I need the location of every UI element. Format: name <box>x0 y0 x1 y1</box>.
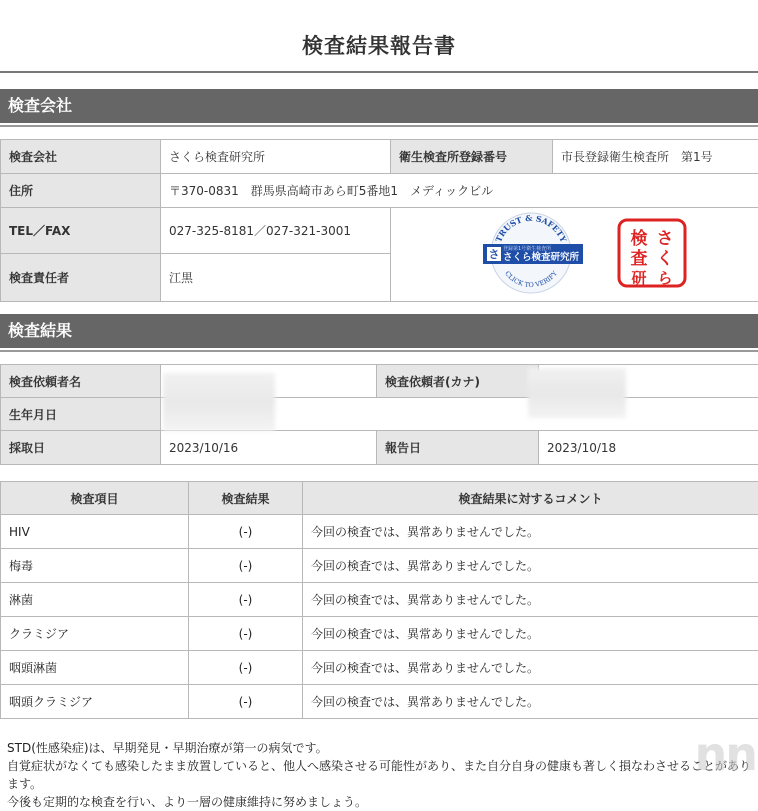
report-date-label: 報告日 <box>377 431 539 465</box>
test-result: (-) <box>189 617 303 651</box>
redacted-kana <box>528 368 626 418</box>
section-underline <box>0 125 758 127</box>
svg-text:CLICK TO VERIFY: CLICK TO VERIFY <box>503 269 559 289</box>
column-header-result: 検査結果 <box>189 482 303 515</box>
requester-kana-label: 検査依頼者(カナ) <box>377 365 539 398</box>
column-header-item: 検査項目 <box>1 482 189 515</box>
site-watermark: nn <box>695 727 757 781</box>
manager-value: 江黒 <box>161 253 391 301</box>
requester-name-value <box>161 365 377 398</box>
table-row <box>1 685 758 719</box>
svg-text:く: く <box>657 249 674 269</box>
requester-name-label: 検査依頼者名 <box>1 365 161 398</box>
table-row <box>1 617 758 651</box>
test-results-table <box>0 481 758 719</box>
svg-text:ら: ら <box>657 269 672 287</box>
tel-fax-value: 027-325-8181／027-321-3001 <box>161 208 391 254</box>
svg-text:研: 研 <box>631 269 646 287</box>
page-title: 検査結果報告書 <box>0 30 758 60</box>
footer-line: 自覚症状がなくても感染したまま放置していると、他人へ感染させる可能性があり、また自分自身の健康も著しく損なわさせることがあります。 <box>7 757 757 793</box>
test-result: (-) <box>189 685 303 719</box>
requester-kana-value <box>539 365 758 398</box>
section-title: 検査結果 <box>8 321 72 340</box>
report-date-value: 2023/10/18 <box>539 431 758 465</box>
address-label: 住所 <box>1 174 161 208</box>
section-header-company <box>0 89 758 123</box>
company-table <box>0 139 758 302</box>
svg-text:さ: さ <box>657 229 674 249</box>
svg-text:検: 検 <box>631 228 648 249</box>
svg-text:登録第1号衛生検査所: 登録第1号衛生検査所 <box>503 245 551 252</box>
certification-logos <box>391 208 758 298</box>
manager-label: 検査責任者 <box>1 253 161 301</box>
test-comment: 今回の検査では、異常ありませんでした。 <box>303 651 758 685</box>
footer-line: STD(性感染症)は、早期発見・早期治療が第一の病気です。 <box>7 739 757 757</box>
test-item: 梅毒 <box>1 549 189 583</box>
collection-date-label: 採取日 <box>1 431 161 465</box>
test-comment: 今回の検査では、異常ありませんでした。 <box>303 685 758 719</box>
requester-table <box>0 364 758 465</box>
test-item: 淋菌 <box>1 583 189 617</box>
company-label: 検査会社 <box>1 140 161 174</box>
test-result: (-) <box>189 651 303 685</box>
section-title: 検査会社 <box>8 96 72 115</box>
collection-date-value: 2023/10/16 <box>161 431 377 465</box>
svg-text:TRUST & SAFETY: TRUST & SAFETY <box>493 213 569 244</box>
test-result: (-) <box>189 515 303 549</box>
test-item: HIV <box>1 515 189 549</box>
test-item: 咽頭淋菌 <box>1 651 189 685</box>
test-comment: 今回の検査では、異常ありませんでした。 <box>303 515 758 549</box>
section-underline <box>0 350 758 352</box>
company-value: さくら検査研究所 <box>161 140 391 174</box>
logo-cell <box>391 208 758 302</box>
trust-seal-icon <box>483 213 583 293</box>
table-row <box>1 549 758 583</box>
column-header-comment: 検査結果に対するコメント <box>303 482 758 515</box>
test-comment: 今回の検査では、異常ありませんでした。 <box>303 583 758 617</box>
section-header-results <box>0 314 758 348</box>
tel-fax-label: TEL／FAX <box>1 208 161 254</box>
title-divider <box>0 71 758 73</box>
address-value: 〒370-0831 群馬県高崎市あら町5番地1 メディックビル <box>161 174 758 208</box>
redacted-name <box>163 373 275 431</box>
table-row <box>1 583 758 617</box>
test-comment: 今回の検査では、異常ありませんでした。 <box>303 617 758 651</box>
test-item: クラミジア <box>1 617 189 651</box>
company-seal-stamp <box>619 220 685 287</box>
svg-text:さくら検査研究所: さくら検査研究所 <box>503 251 580 263</box>
test-result: (-) <box>189 583 303 617</box>
test-item: 咽頭クラミジア <box>1 685 189 719</box>
svg-text:さ: さ <box>489 248 500 261</box>
table-row <box>1 515 758 549</box>
table-row <box>1 651 758 685</box>
test-comment: 今回の検査では、異常ありませんでした。 <box>303 549 758 583</box>
footer-line: 今後も定期的な検査を行い、より一層の健康維持に努めましょう。 <box>7 793 757 811</box>
registration-label: 衛生検査所登録番号 <box>391 140 553 174</box>
test-result: (-) <box>189 549 303 583</box>
svg-text:査: 査 <box>631 248 648 269</box>
registration-value: 市長登録衛生検査所 第1号 <box>553 140 758 174</box>
dob-label: 生年月日 <box>1 398 161 431</box>
footer-notes <box>7 739 757 811</box>
